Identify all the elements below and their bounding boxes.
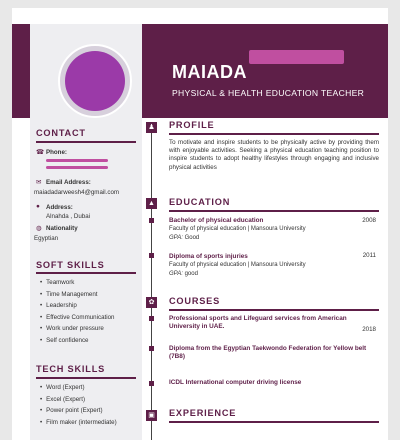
course-name: Diploma from the Egyptian Taekwondo Federation for Yellow belt (7B8) — [169, 345, 367, 361]
redacted-phone-2 — [46, 166, 108, 169]
education-gpa: GPA: Good — [169, 235, 200, 241]
list-item: • Self confidence — [40, 337, 115, 349]
list-item: • Time Management — [40, 291, 115, 303]
nationality-value: Egyptian — [34, 235, 59, 242]
address-label: Address: — [46, 204, 73, 211]
list-item: • Word (Expert) — [40, 384, 117, 396]
timeline-dot — [149, 253, 154, 258]
candidate-name: MAIADA — [172, 62, 247, 82]
person-icon: ♟ — [146, 122, 157, 133]
timeline-dot — [149, 381, 154, 386]
address-value: Alnahda , Dubai — [46, 213, 91, 220]
list-item: • Work under pressure — [40, 325, 115, 337]
tech-skills-list — [40, 384, 117, 430]
tech-skills-heading: TECH SKILLS — [36, 364, 106, 374]
education-gpa: GPA: good — [169, 271, 198, 277]
email-label: Email Address: — [46, 179, 91, 186]
top-margin — [12, 8, 388, 24]
profile-photo — [58, 44, 132, 118]
courses-heading: COURSES — [169, 296, 221, 306]
timeline-dot — [149, 316, 154, 321]
course-name: ICDL International computer driving license — [169, 379, 302, 386]
email-value: maiadadarweesh4@gmail.com — [34, 189, 120, 196]
course-year: 2018 — [362, 326, 376, 333]
soft-skills-heading: SOFT SKILLS — [36, 260, 105, 270]
briefcase-icon: ▣ — [146, 410, 157, 421]
list-item: • Power point (Expert) — [40, 407, 117, 419]
courses-divider — [169, 309, 379, 311]
avatar — [65, 51, 125, 111]
education-school: Faculty of physical education | Mansoura University — [169, 262, 306, 268]
timeline-dot — [149, 218, 154, 223]
redacted-last-name — [249, 50, 344, 64]
tech-skills-divider — [36, 377, 136, 379]
profile-heading: PROFILE — [169, 120, 215, 130]
soft-skills-divider — [36, 272, 136, 274]
timeline-line — [151, 124, 152, 440]
profile-divider — [169, 133, 379, 135]
timeline-dot — [149, 346, 154, 351]
experience-divider — [169, 421, 379, 423]
profile-text: To motivate and inspire students to be physically active by providing them with enjoyable activities. Seeking a physical education teaching position to inspire students to adopt healthy lifestyles through engaging and inclusive physical activities — [169, 139, 379, 171]
phone-icon: ☎ — [36, 149, 45, 156]
redacted-phone-1 — [46, 159, 108, 162]
sidebar — [30, 24, 142, 440]
contact-divider — [36, 141, 136, 143]
location-pin-icon: ● — [36, 203, 40, 210]
resume-page — [12, 8, 388, 440]
list-item: • Effective Communication — [40, 314, 115, 326]
list-item: • Teamwork — [40, 279, 115, 291]
course-name: Professional sports and Lifeguard services from American University in UAE. — [169, 315, 347, 331]
education-year: 2011 — [362, 252, 376, 259]
envelope-icon: ✉ — [36, 179, 42, 186]
education-school: Faculty of physical education | Mansoura University — [169, 226, 306, 232]
education-degree: Diploma of sports injuries — [169, 253, 248, 260]
contact-heading: CONTACT — [36, 128, 86, 138]
job-title: PHYSICAL & HEALTH EDUCATION TEACHER — [172, 88, 365, 98]
education-divider — [169, 210, 379, 212]
education-degree: Bachelor of physical education — [169, 217, 264, 224]
list-item: • Leadership — [40, 302, 115, 314]
list-item: • Film maker (intermediate) — [40, 419, 117, 431]
courses-icon: ✿ — [146, 297, 157, 308]
education-heading: EDUCATION — [169, 197, 231, 207]
education-year: 2008 — [362, 217, 376, 224]
list-item: • Excel (Expert) — [40, 396, 117, 408]
nationality-label: Nationality — [46, 225, 78, 232]
experience-heading: EXPERIENCE — [169, 408, 237, 418]
soft-skills-list — [40, 279, 115, 348]
graduation-cap-icon: ▲ — [146, 198, 157, 209]
globe-icon: ◍ — [36, 225, 42, 232]
phone-label: Phone: — [46, 149, 67, 156]
